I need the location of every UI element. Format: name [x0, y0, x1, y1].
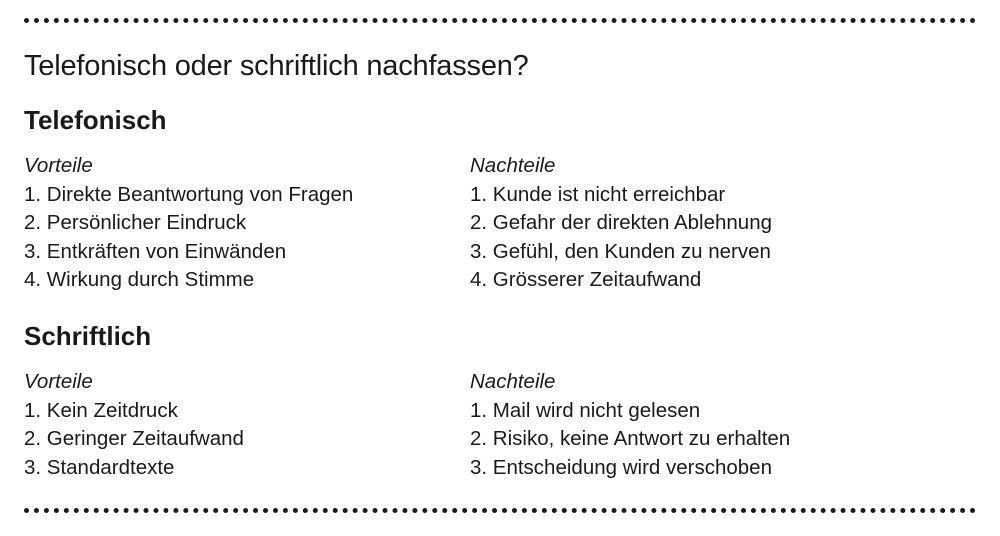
list-item: 3. Gefühl, den Kunden zu nerven: [470, 239, 771, 263]
list-item: 2. Risiko, keine Antwort zu erhalten: [470, 427, 791, 450]
nachteile-list: [470, 397, 910, 483]
section-schriftlich: [24, 320, 976, 510]
section-heading: Schriftlich: [24, 321, 152, 351]
list-item: 1. Mail wird nicht gelesen: [470, 398, 701, 422]
list-item: 3. Standardtexte: [24, 455, 175, 479]
section-heading: Telefonisch: [24, 105, 167, 135]
nachteile-heading: Nachteile: [470, 154, 556, 177]
list-item: 1. Direkte Beantwortung von Fragen: [24, 182, 354, 206]
vorteile-column: [24, 152, 464, 295]
bottom-dotted-divider: [24, 508, 976, 513]
list-item: 3. Entscheidung wird verschoben: [470, 455, 772, 479]
nachteile-heading: Nachteile: [470, 370, 556, 393]
list-item: 1. Kein Zeitdruck: [24, 398, 178, 422]
page-title: Telefonisch oder schriftlich nachfassen?: [24, 50, 529, 82]
top-dotted-divider: [24, 18, 976, 23]
list-item: 1. Kunde ist nicht erreichbar: [470, 182, 726, 206]
list-item: 4. Grösserer Zeitaufwand: [470, 268, 702, 291]
list-item: 2. Gefahr der direkten Ablehnung: [470, 211, 773, 234]
section-telefonisch: [24, 104, 976, 294]
vorteile-list: [24, 397, 464, 483]
nachteile-column: [470, 368, 910, 482]
vorteile-heading: Vorteile: [24, 370, 93, 393]
list-item: 3. Entkräften von Einwänden: [24, 239, 287, 263]
list-item: 2. Geringer Zeitaufwand: [24, 427, 244, 450]
vorteile-column: [24, 368, 464, 482]
vorteile-heading: Vorteile: [24, 154, 93, 177]
pros-cons-columns: [24, 360, 976, 510]
nachteile-list: [470, 181, 910, 295]
list-item: 2. Persönlicher Eindruck: [24, 211, 247, 234]
vorteile-list: [24, 181, 464, 295]
pros-cons-columns: [24, 144, 976, 294]
list-item: 4. Wirkung durch Stimme: [24, 268, 255, 291]
nachteile-column: [470, 152, 910, 295]
